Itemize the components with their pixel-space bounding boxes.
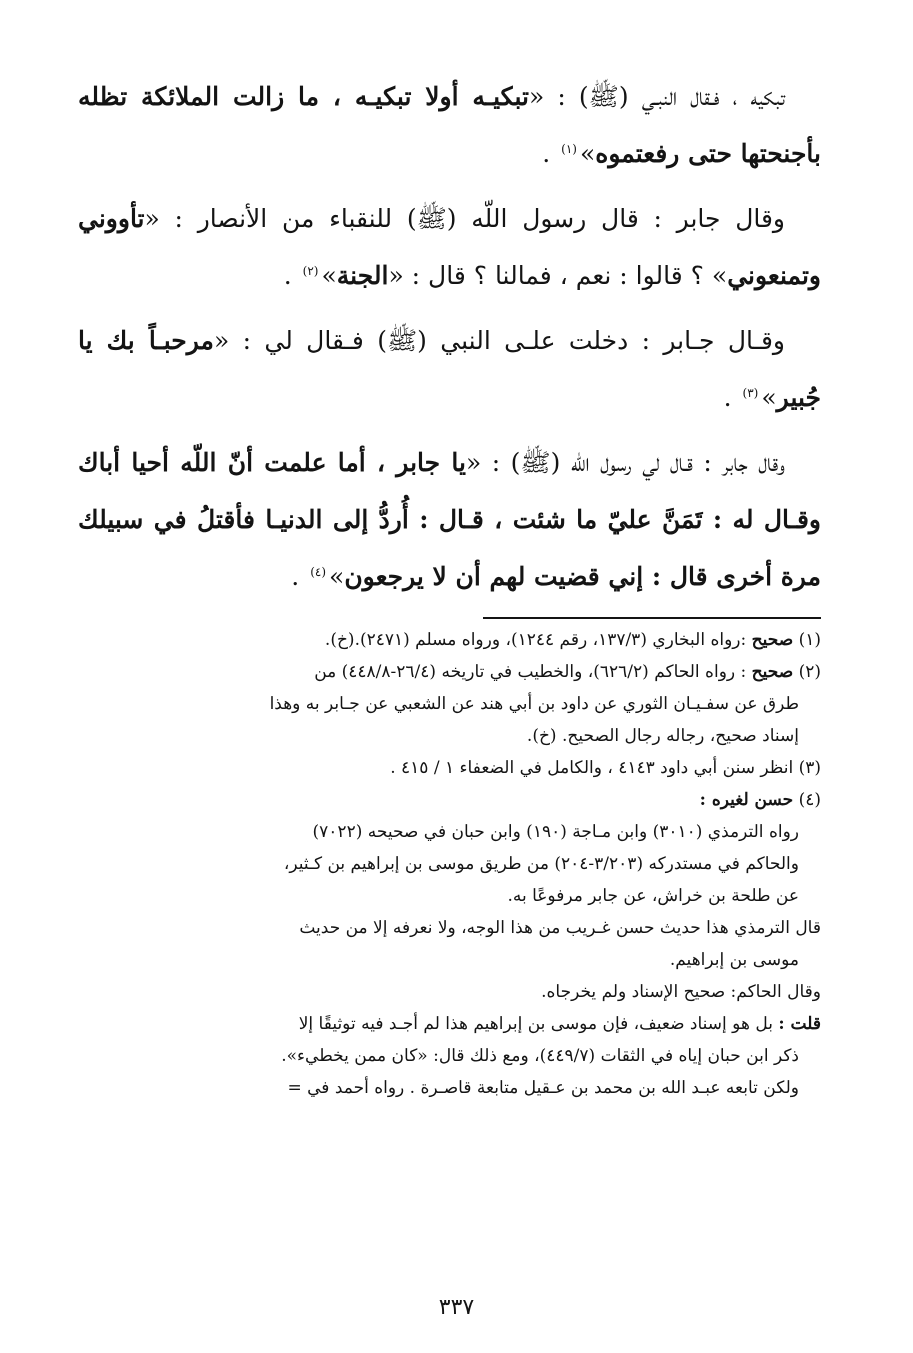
footnote-4-line: والحاكم في مستدركه (٣/٢٠٣-٢٠٤) من طريق موسى بن إبراهيم بن كـثير، bbox=[283, 854, 799, 874]
footnote-grade: صحيح bbox=[751, 662, 794, 682]
footnote-text: :رواه البخاري (١٣٧/٣، رقم ١٢٤٤)، ورواه مسلم (٢٤٧١).(خ). bbox=[324, 630, 752, 650]
footnote-2-cont: إسناد صحيح، رجاله رجال الصحيح. (خ). bbox=[526, 726, 799, 746]
footnote-2 bbox=[78, 656, 821, 688]
footnote-1 bbox=[78, 624, 821, 656]
footnote-4-line: رواه الترمذي (٣٠١٠) وابن مـاجة (١٩٠) وابن حبان في صحيحه (٧٠٢٢) bbox=[312, 822, 799, 842]
footnote-4 bbox=[78, 784, 821, 816]
footnote-number: (٤) bbox=[798, 790, 821, 810]
footnote-number: (٣) bbox=[798, 758, 821, 778]
footnote-grade: صحيح bbox=[751, 630, 794, 650]
footnote-4-line bbox=[78, 1008, 821, 1040]
footnote-4-line: قال الترمذي هذا حديث حسن غـريب من هذا الوجه، ولا نعرفه إلا من حديث bbox=[299, 918, 821, 938]
footnote-4-line: موسى بن إبراهيم. bbox=[669, 950, 799, 970]
paragraph-3-quote: مرحبـاً بك يا جُبير bbox=[78, 326, 821, 412]
quote-close: » bbox=[579, 139, 596, 168]
quote-close: » bbox=[321, 261, 337, 290]
quote-close: » bbox=[329, 562, 345, 591]
footnote-author-remark-label: قلت : bbox=[778, 1014, 821, 1034]
footnote-3 bbox=[78, 752, 821, 784]
quote-close: » bbox=[761, 383, 777, 412]
page-number: ٣٣٧ bbox=[438, 1295, 475, 1320]
paragraph-4-quote: يا جابر ، أما علمت أنّ اللّه أحيا أباك وقـال له : تَمَنَّ عليّ ما شئت ، قـال : أُردُّ إلى الدنيـا فأقتلُ في سبيلك مرة أخرى قال : إني قضيت لهم أن لا يرجعون bbox=[78, 448, 821, 591]
paragraph-2 bbox=[78, 190, 821, 304]
paragraph-end: . bbox=[723, 383, 740, 412]
footnotes bbox=[78, 624, 821, 1104]
paragraph-3-intro: وقـال جـابر : دخلت علـى النبي (ﷺ) فـقال لي : « bbox=[213, 326, 785, 355]
footnote-ref-3[interactable]: (٣) bbox=[742, 385, 759, 400]
paragraph-end: . bbox=[542, 139, 559, 168]
footnote-text: : رواه الحاكم (٦٢٦/٢)، والخطيب في تاريخه (٢٦/٤-٤٤٨/٨) من bbox=[314, 662, 752, 682]
paragraph-1 bbox=[78, 68, 821, 182]
paragraph-3 bbox=[78, 312, 821, 426]
footnote-ref-2[interactable]: (٢) bbox=[302, 263, 319, 278]
footnote-text: انظر سنن أبي داود ٤١٤٣ ، والكامل في الضعفاء ١ / ٤١٥ . bbox=[390, 758, 799, 778]
footnote-4-line: ولكن تابعه عبـد الله بن محمد بن عـقيل متابعة قاصـرة . رواه أحمد في = bbox=[287, 1078, 799, 1098]
footnote-4-line: ذكر ابن حبان إياه في الثقات (٤٤٩/٧)، ومع ذلك قال: «كان ممن يخطيء». bbox=[281, 1046, 799, 1066]
footnote-number: (١) bbox=[798, 630, 821, 650]
paragraph-2-quote: تأووني وتمنعوني bbox=[78, 204, 821, 290]
footnote-text: بل هو إسناد ضعيف، فإن موسى بن إبراهيم هذا لم أجـد فيه توثيقًا إلا bbox=[298, 1014, 779, 1034]
paragraph-end: . bbox=[283, 261, 300, 290]
footnote-ref-1[interactable]: (١) bbox=[561, 141, 577, 156]
main-text bbox=[78, 68, 821, 613]
paragraph-end: . bbox=[291, 562, 308, 591]
footnote-grade: حسن لغيره : bbox=[699, 790, 794, 810]
footnote-4-line: وقال الحاكم: صحيح الإسناد ولم يخرجاه. bbox=[541, 982, 821, 1002]
paragraph-2-intro: وقال جابر : قال رسول اللّه (ﷺ) للنقباء من الأنصار : « bbox=[144, 204, 785, 233]
paragraph-4-intro: وقال جابر : قـال لي رسول اللّه (ﷺ) : « bbox=[465, 448, 785, 477]
footnote-number: (٢) bbox=[798, 662, 821, 682]
paragraph-2-mid: » ؟ قالوا : نعم ، فمالنا ؟ قال : « bbox=[388, 261, 728, 290]
paragraph-1-intro: تبكيه ، فـقال النبـي (ﷺ) : « bbox=[528, 82, 785, 111]
paragraph-4 bbox=[78, 434, 821, 605]
footnote-2-cont: طرق عن سفـيـان الثوري عن داود بن أبي هند عن الشعبي عن جـابر به وهذا bbox=[269, 694, 799, 714]
footnote-4-line: عن طلحة بن خراش، عن جابر مرفوعًا به. bbox=[507, 886, 799, 906]
paragraph-1-quote: تبكيـه أولا تبكيـه ، ما زالت الملائكة تظله بأجنحتها حتى رفعتموه bbox=[78, 82, 821, 168]
footnote-ref-4[interactable]: (٤) bbox=[310, 564, 327, 579]
footnote-separator bbox=[483, 617, 821, 619]
paragraph-2-quote-2: الجنة bbox=[336, 261, 389, 290]
